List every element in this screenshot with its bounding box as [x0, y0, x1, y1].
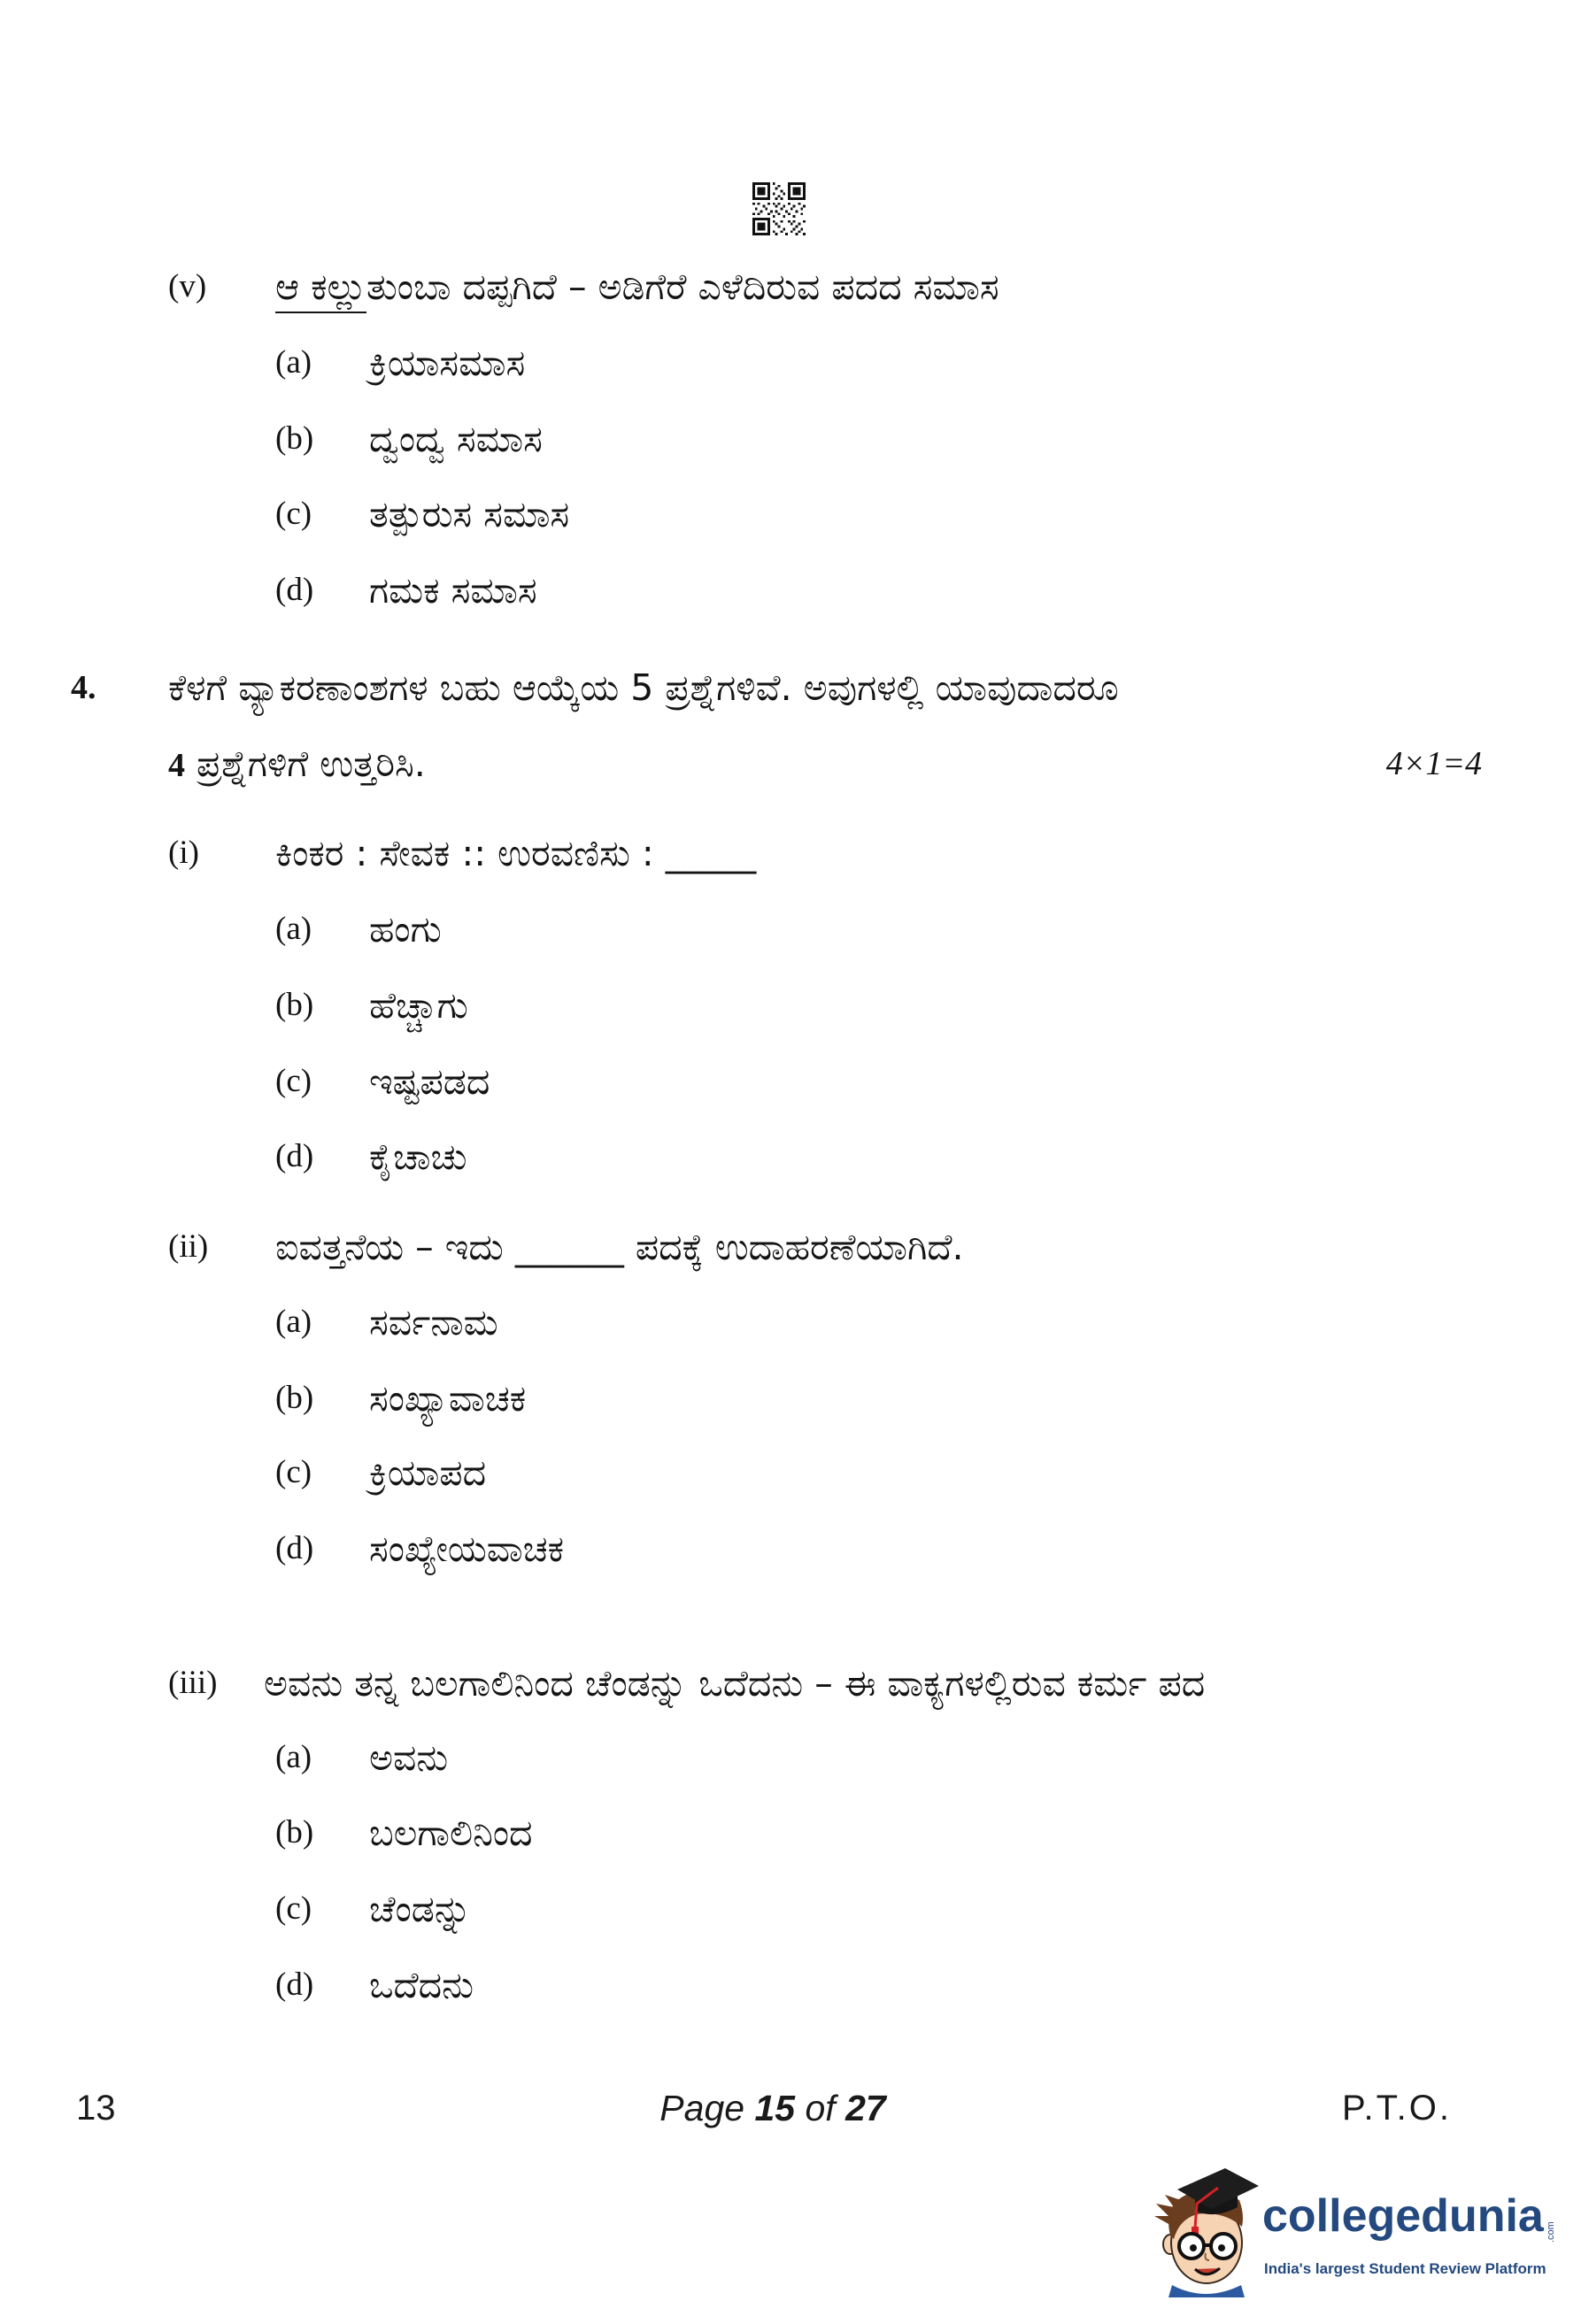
option-text: ಕ್ರಿಯಾಸಮಾಸ: [369, 342, 526, 384]
sub-question-number: (iii): [168, 1665, 218, 1701]
paper-code: 13: [76, 2089, 116, 2128]
page-word: Page: [659, 2088, 745, 2128]
option-row: [0, 894, 1581, 965]
total-pages: 27: [845, 2088, 886, 2128]
option-row: [0, 1950, 1581, 2020]
brand-name: collegedunia: [1262, 2190, 1544, 2242]
option-label: (b): [275, 1380, 314, 1416]
option-text: ಒದೆದನು: [369, 1964, 474, 2006]
question-4-header: [0, 652, 1581, 723]
sub-question-ii: [0, 1212, 1581, 1282]
option-label: (d): [275, 572, 314, 608]
option-label: (b): [275, 987, 314, 1023]
option-text: ಅವನು: [369, 1736, 449, 1779]
option-text: ಇಷ್ಟಪಡದ: [369, 1060, 490, 1103]
option-text: ಕೈಚಾಚು: [369, 1135, 467, 1178]
option-label: (c): [275, 496, 312, 532]
option-label: (c): [275, 1890, 312, 1927]
sub-question-i: [0, 818, 1581, 889]
page-indicator: [507, 2073, 1038, 2143]
sub-question-stem: ಅವನು ತನ್ನ ಬಲಗಾಲಿನಿಂದ ಚೆಂಡನ್ನು ಒದೆದನು – ಈ ವಾಕ್ಯಗಳಲ್ಲಿರುವ ಕರ್ಮ ಪದ: [264, 1662, 1206, 1705]
instruction-line-2-text: ಪ್ರಶ್ನೆಗಳಿಗೆ ಉತ್ತರಿಸಿ.: [197, 743, 426, 785]
mascot-icon: [1151, 2159, 1261, 2297]
option-row: [0, 327, 1581, 398]
collegedunia-logo: [1151, 2159, 1567, 2301]
answer-count: 4: [168, 747, 185, 784]
question-v-number: (v): [168, 268, 207, 304]
option-row: [0, 479, 1581, 550]
question-number: 4.: [71, 669, 96, 706]
pto-label: P.T.O.: [1342, 2089, 1452, 2128]
option-row: [0, 1121, 1581, 1192]
sub-question-iii: [0, 1648, 1581, 1719]
option-text: ಬಲಗಾಲಿನಿಂದ: [369, 1812, 533, 1854]
option-row: [0, 1722, 1581, 1793]
option-text: ಸಂಖ್ಯಾವಾಚಕ: [369, 1377, 527, 1420]
option-text: ತತ್ಪುರುಸ ಸಮಾಸ: [369, 493, 570, 535]
instruction-line-1: ಕೆಳಗೆ ವ್ಯಾಕರಣಾಂಶಗಳ ಬಹು ಆಯ್ಕೆಯ 5 ಪ್ರಶ್ನೆಗಳಿವೆ. ಅವುಗಳಲ್ಲಿ ಯಾವುದಾದರೂ: [168, 666, 1119, 709]
option-row: [0, 970, 1581, 1041]
question-v: [0, 251, 1581, 322]
option-text: ದ್ವಂದ್ವ ಸಮಾಸ: [369, 418, 543, 460]
marks: 4×1=4: [1385, 745, 1482, 782]
underlined-word: ಆ ಕಲ್ಲು: [275, 265, 367, 308]
option-row: [0, 1437, 1581, 1508]
option-label: (a): [275, 344, 312, 381]
option-row: [0, 1797, 1581, 1868]
option-label: (a): [275, 1304, 312, 1340]
brand-tagline: India's largest Student Review Platform: [1264, 2260, 1546, 2277]
option-row: [0, 404, 1581, 474]
option-row: [0, 555, 1581, 626]
brand-domain-suffix: .com: [1546, 2221, 1556, 2243]
sub-question-stem: ಕಿಂಕರ : ಸೇವಕ :: ಉರವಣಿಸು : _____: [275, 832, 757, 874]
question-v-stem: [275, 251, 1505, 322]
option-label: (b): [275, 1814, 314, 1851]
option-text: ಸಂಖ್ಯೇಯವಾಚಕ: [369, 1528, 565, 1570]
option-label: (c): [275, 1063, 312, 1099]
option-row: [0, 1874, 1581, 1944]
option-label: (b): [275, 420, 314, 457]
page-number: 15: [754, 2088, 796, 2128]
option-text: ಗಮಕ ಸಮಾಸ: [369, 569, 537, 612]
sub-question-number: (i): [168, 835, 199, 871]
option-row: [0, 1287, 1581, 1358]
option-label: (a): [275, 1739, 312, 1775]
option-row: [0, 1046, 1581, 1117]
option-text: ಚೆಂಡನ್ನು: [369, 1888, 472, 1930]
option-text: ಹೆಚ್ಚಾಗು: [369, 984, 468, 1027]
option-text: ಹಂಗು: [369, 908, 442, 950]
of-word: of: [805, 2088, 836, 2128]
option-label: (a): [275, 911, 312, 947]
option-label: (d): [275, 1530, 314, 1566]
sub-question-number: (ii): [168, 1228, 209, 1265]
question-4-instruction: [0, 728, 1581, 799]
option-text: ಕ್ರಿಯಾಪದ: [369, 1451, 487, 1494]
instruction-line-2: [168, 728, 426, 801]
option-label: (d): [275, 1138, 314, 1174]
option-row: [0, 1363, 1581, 1434]
question-v-stem-rest: ತುಂಬಾ ದಪ್ಪಗಿದೆ – ಅಡಿಗೆರೆ ಎಳೆದಿರುವ ಪದದ ಸಮಾಸ: [366, 265, 999, 308]
option-label: (c): [275, 1454, 312, 1490]
option-label: (d): [275, 1966, 314, 2003]
sub-question-stem: ಐವತ್ತನೆಯ – ಇದು ______ ಪದಕ್ಕೆ ಉದಾಹರಣೆಯಾಗಿದೆ.: [275, 1226, 964, 1268]
qr-code: [752, 182, 806, 235]
option-text: ಸರ್ವನಾಮ: [369, 1301, 498, 1343]
option-row: [0, 1513, 1581, 1584]
